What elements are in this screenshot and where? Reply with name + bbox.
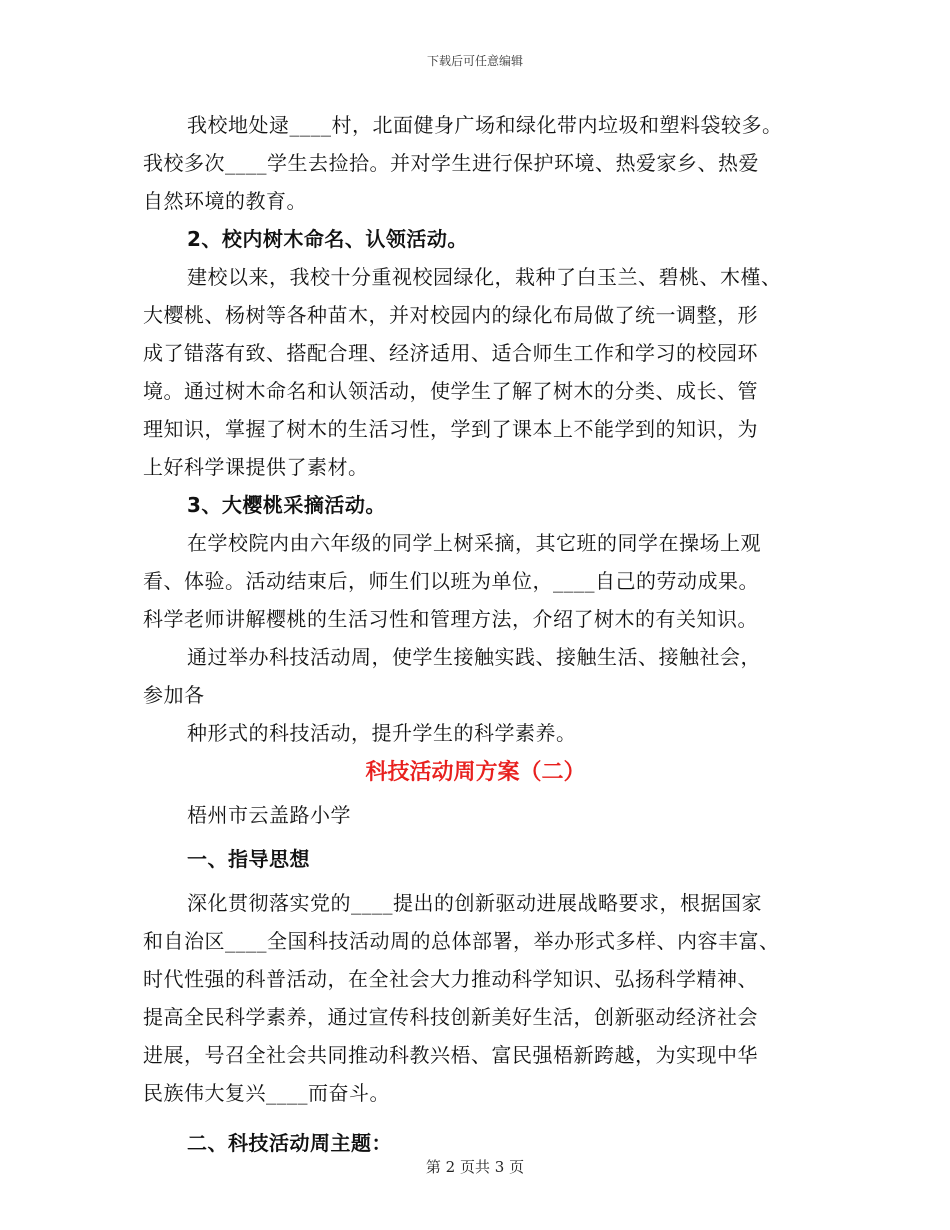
paragraph-line: 建校以来，我校十分重视校园绿化，栽种了白玉兰、碧桃、木槿、 <box>187 265 782 289</box>
paragraph-line: 科学老师讲解樱桃的生活习性和管理方法，介绍了树木的有关知识。 <box>143 607 758 631</box>
document-body <box>143 106 808 1162</box>
paragraph-line: 参加各 <box>143 683 205 707</box>
section-heading: 二、科技活动周主题： <box>187 1131 392 1155</box>
paragraph-line: 民族伟大复兴____而奋斗。 <box>143 1081 390 1105</box>
paragraph-line: 成了错落有致、搭配合理、经济适用、适合师生工作和学习的校园环 <box>143 341 758 365</box>
paragraph-line: 通过举办科技活动周，使学生接触实践、接触生活、接触社会， <box>187 645 761 669</box>
paragraph-line: 种形式的科技活动，提升学生的科学素养。 <box>187 721 577 745</box>
paragraph-line: 理知识，掌握了树木的生活习性，学到了课本上不能学到的知识，为 <box>143 417 758 441</box>
paragraph-line: 和自治区____全国科技活动周的总体部署，举办形式多样、内容丰富、 <box>143 929 780 953</box>
paragraph-line: 提高全民科学素养，通过宣传科技创新美好生活，创新驱动经济社会 <box>143 1005 758 1029</box>
section-heading: 3、大樱桃采摘活动。 <box>187 493 386 517</box>
page-header: 下载后可任意编辑 <box>426 54 523 68</box>
school-name: 梧州市云盖路小学 <box>187 803 351 827</box>
paragraph-line: 自然环境的教育。 <box>143 189 307 213</box>
paragraph-line: 进展，号召全社会共同推动科教兴梧、富民强梧新跨越，为实现中华 <box>143 1043 758 1067</box>
paragraph-line: 我校地处逯____村，北面健身广场和绿化带内垃圾和塑料袋较多。 <box>187 113 783 137</box>
paragraph-line: 我校多次____学生去捡拾。并对学生进行保护环境、热爱家乡、热爱 <box>143 151 759 175</box>
paragraph-line: 深化贯彻落实党的____提出的创新驱动进展战略要求，根据国家 <box>187 891 762 915</box>
paragraph-line: 境。通过树木命名和认领活动，使学生了解了树木的分类、成长、管 <box>143 379 758 403</box>
section-heading: 一、指导思想 <box>187 847 310 871</box>
paragraph-line: 看、体验。活动结束后，师生们以班为单位，____自己的劳动成果。 <box>143 569 759 593</box>
paragraph-line: 上好科学课提供了素材。 <box>143 455 369 479</box>
page-footer: 第 2 页共 3 页 <box>425 1158 525 1176</box>
paragraph-line: 在学校院内由六年级的同学上树采摘，其它班的同学在操场上观 <box>187 531 761 555</box>
paragraph-line: 时代性强的科普活动，在全社会大力推动科学知识、弘扬科学精神、 <box>143 967 758 991</box>
paragraph-line: 大樱桃、杨树等各种苗木，并对校园内的绿化布局做了统一调整，形 <box>143 303 758 327</box>
section-heading: 2、校内树木命名、认领活动。 <box>187 227 468 251</box>
document-title: 科技活动周方案（二） <box>365 760 586 785</box>
